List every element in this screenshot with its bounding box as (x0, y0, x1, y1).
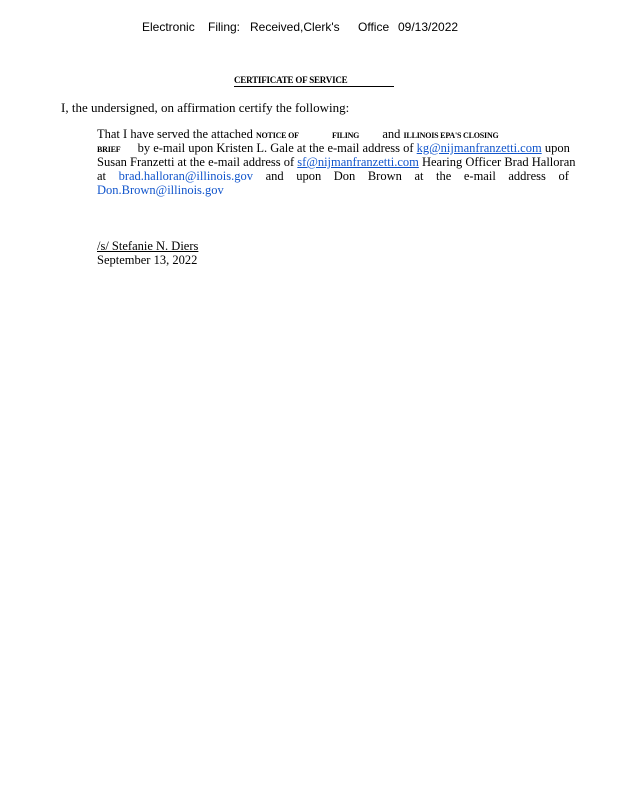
and-upon-word-4: at (414, 169, 424, 183)
and-upon-word-6: e-mail (463, 169, 496, 183)
recipient-1: Kristen L. Gale (216, 141, 294, 155)
and-upon-word-5: the (436, 169, 452, 183)
header-office: Office (358, 20, 390, 34)
signature-block (97, 239, 198, 267)
header-electronic: Electronic (142, 20, 195, 34)
service-line-5 (97, 183, 569, 197)
brief-text: BRIEF (97, 145, 121, 154)
service-line-3 (97, 155, 576, 169)
and-text: and (382, 127, 401, 141)
and-upon-word-8: of (558, 169, 569, 183)
email-link-4[interactable]: Don.Brown@illinois.gov (97, 183, 224, 197)
signature-date: September 13, 2022 (97, 253, 198, 267)
upon-text-1: upon (544, 141, 570, 155)
and-upon-word-7: address (508, 169, 546, 183)
header-received: Received,Clerk's (250, 20, 340, 34)
that-text: That I have served the attached (97, 127, 253, 141)
illinois-closing-text: ILLINOIS EPA'S CLOSING (403, 131, 499, 140)
intro-statement: I, the undersigned, on affirmation certify the following: (61, 100, 350, 115)
email-link-1[interactable]: kg@nijmanfranzetti.com (416, 141, 542, 155)
email-link-2[interactable]: sf@nijmanfranzetti.com (297, 155, 419, 169)
at-email-text-2: at the e-mail address of (177, 155, 295, 169)
certificate-title: CERTIFICATE OF SERVICE (234, 74, 394, 87)
header-filing: Filing: (208, 20, 241, 34)
at-email-text-1: at the e-mail address of (296, 141, 414, 155)
and-upon-word-1: upon (296, 169, 322, 183)
notice-of-text: NOTICE OF (255, 131, 299, 140)
hearing-officer-text: Hearing Officer Brad Halloran (421, 155, 576, 169)
header-date: 09/13/2022 (398, 20, 459, 34)
email-link-3[interactable]: brad.halloran@illinois.gov (118, 169, 253, 183)
filing-text: FILING (331, 131, 360, 140)
recipient-2: Susan Franzetti (97, 155, 175, 169)
service-line-4 (97, 169, 569, 183)
and-upon-word-3: Brown (367, 169, 402, 183)
by-email-upon-text: by e-mail upon (137, 141, 214, 155)
and-upon-word-2: Don (333, 169, 356, 183)
at-text: at (97, 169, 107, 183)
filing-header (142, 20, 458, 34)
signature-name: /s/ Stefanie N. Diers (97, 239, 199, 253)
and-upon-word-0: and (265, 169, 284, 183)
